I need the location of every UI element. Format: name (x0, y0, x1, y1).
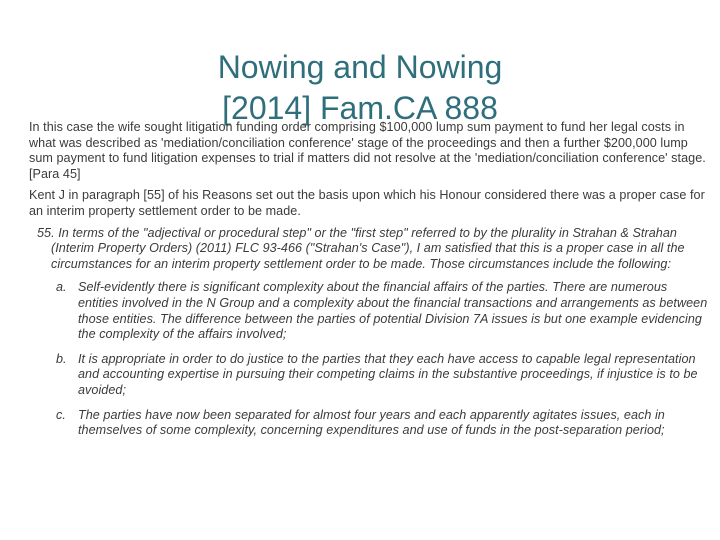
list-item-marker: c. (56, 407, 66, 422)
circumstances-list (37, 280, 709, 438)
list-item-text: It is appropriate in order to do justice to the parties that they each have access to capable legal representation and accounting expertise in pursuing their competing claims in the substantive proceedings, if injustice is to be avoided; (78, 351, 698, 397)
page-title (150, 47, 570, 129)
list-item (37, 280, 709, 342)
list-item-text: Self-evidently there is significant complexity about the financial affairs of the parties. There are numerous entities involved in the N Group and a complexity about the financial transactions and arrangements as between those entities. The difference between the parties of potential Division 7A issues is but one example evidencing the complexity of the affairs involved; (78, 280, 708, 342)
list-item-marker: a. (56, 280, 67, 295)
quote-paragraph-55: 55. In terms of the "adjectival or procedural step" or the "first step" referred to by the plurality in Strahan & Strahan (Interim Property Orders) (2011) FLC 93-466 ("Strahan's Case"), I am satisfied that this is a proper case in all the circumstances for an interim property settlement order to be made. Those circumstances include the following: (37, 225, 685, 271)
body-text (29, 120, 709, 448)
title-line-2: [2014] Fam.CA 888 (222, 90, 498, 127)
list-item (37, 408, 709, 439)
paragraph-funding-order: In this case the wife sought litigation funding order comprising $100,000 lump sum payment to fund her legal costs in what was described as 'mediation/conciliation conference' stage of the proceedings and then a further $200,000 lump sum payment to fund litigation expenses to trial if matters did not resolve at the 'mediation/conciliation conference' stage. [Para 45] (29, 120, 706, 181)
list-item-text: The parties have now been separated for almost four years and each apparently agitates issues, each in themselves of some complexity, concerning expenditures and use of funds in the post-separation period; (78, 407, 665, 438)
quoted-reasons (37, 226, 709, 439)
list-item (37, 352, 709, 399)
paragraph-kent-reasons: Kent J in paragraph [55] of his Reasons set out the basis upon which his Honour considered there was a proper case for an interim property settlement order to be made. (29, 188, 705, 218)
list-item-marker: b. (56, 351, 67, 366)
title-line-1: Nowing and Nowing (217, 49, 503, 86)
